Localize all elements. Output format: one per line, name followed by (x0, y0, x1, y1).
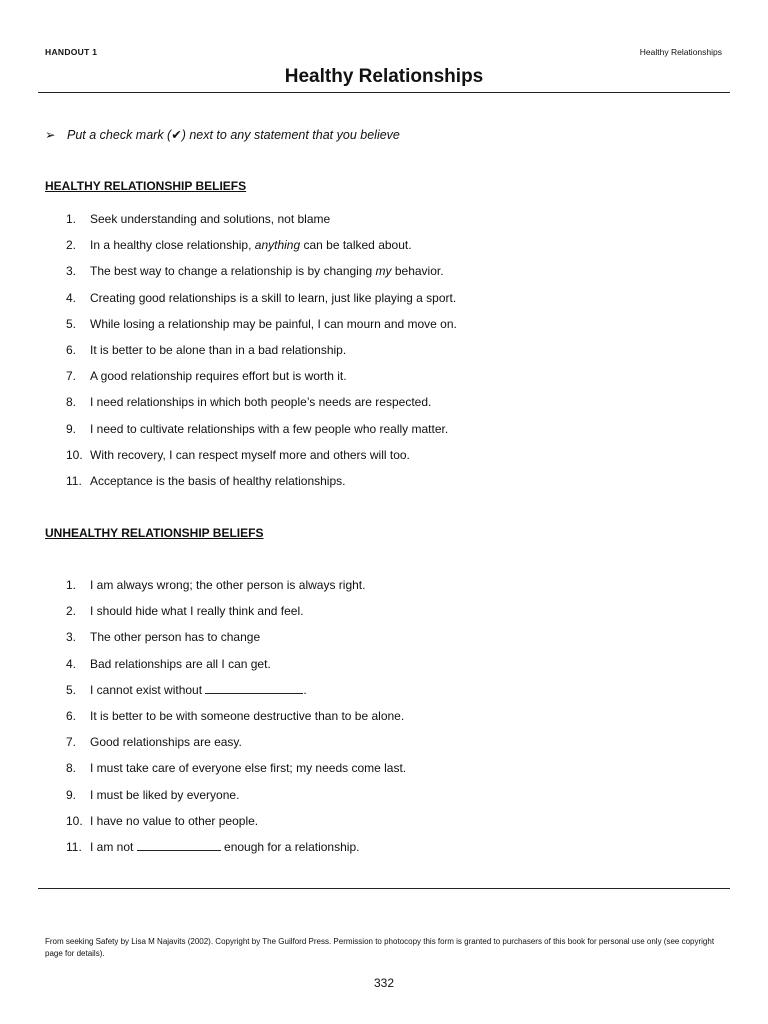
item-number: 2. (66, 238, 77, 253)
item-text: Acceptance is the basis of healthy relationships. (90, 473, 346, 488)
copyright-note: From seeking Safety by Lisa M Najavits (2002). Copyright by The Guilford Press. Permission to photocopy this form is granted to purchasers of this book for personal use only (see copyright page for details). (45, 937, 715, 958)
list-item (66, 447, 457, 473)
item-text: I am not (90, 839, 137, 854)
item-number: 4. (66, 290, 77, 305)
list-item (66, 813, 406, 839)
handout-label: HANDOUT 1 (45, 47, 98, 57)
list-item (66, 656, 406, 682)
list-item (66, 682, 406, 708)
healthy-beliefs-heading: HEALTHY RELATIONSHIP BELIEFS (45, 179, 247, 193)
item-text-end: enough for a relationship. (220, 839, 360, 854)
item-number: 7. (66, 369, 77, 384)
item-number: 5. (66, 682, 77, 697)
item-text: I must be liked by everyone. (90, 787, 240, 802)
list-item (66, 211, 457, 237)
item-text: I cannot exist without (90, 682, 206, 697)
item-text-end: behavior. (391, 264, 444, 279)
item-number: 9. (66, 787, 77, 802)
item-text: The other person has to change (90, 630, 261, 645)
item-text: I have no value to other people. (90, 813, 259, 828)
item-number: 3. (66, 264, 77, 279)
item-text: In a healthy close relationship, (90, 238, 255, 253)
item-number: 11. (66, 473, 82, 488)
list-item (66, 394, 457, 420)
list-item (66, 708, 406, 734)
list-item (66, 316, 457, 342)
list-item (66, 577, 406, 603)
item-number: 7. (66, 735, 77, 750)
item-text: With recovery, I can respect myself more and others will too. (90, 447, 410, 462)
item-number: 6. (66, 342, 77, 357)
unhealthy-beliefs-list (66, 577, 406, 865)
list-item (66, 734, 406, 760)
item-text: The best way to change a relationship is by changing (90, 264, 376, 279)
footer-divider (38, 888, 730, 889)
list-item (66, 290, 457, 316)
item-text: Bad relationships are all I can get. (90, 656, 271, 671)
fill-in-blank (205, 682, 303, 694)
item-text: I need to cultivate relationships with a few people who really matter. (90, 421, 449, 436)
item-emphasis: anything (254, 238, 301, 253)
list-item (66, 473, 457, 499)
list-item (66, 342, 457, 368)
item-number: 6. (66, 708, 77, 723)
fill-in-blank (137, 839, 221, 851)
list-item (66, 787, 406, 813)
item-number: 1. (66, 212, 77, 226)
item-number: 1. (66, 578, 77, 592)
list-item (66, 839, 406, 865)
item-number: 11. (66, 839, 82, 854)
item-number: 4. (66, 656, 77, 671)
item-text: Good relationships are easy. (90, 735, 242, 750)
item-text-end: . (303, 682, 307, 697)
healthy-beliefs-list (66, 211, 457, 499)
list-item (66, 629, 406, 655)
item-number: 2. (66, 604, 77, 619)
instruction (45, 127, 400, 142)
item-text: Seek understanding and solutions, not blame (90, 212, 331, 226)
title-divider (38, 92, 730, 93)
instruction-text-start: Put a check mark ( (67, 128, 172, 142)
item-emphasis: my (375, 264, 392, 279)
item-number: 10. (66, 813, 83, 828)
item-text: Creating good relationships is a skill to learn, just like playing a sport. (90, 290, 457, 305)
item-text: It is better to be alone than in a bad relationship. (90, 342, 347, 357)
list-item (66, 760, 406, 786)
item-number: 3. (66, 630, 77, 645)
list-item (66, 237, 457, 263)
list-item (66, 421, 457, 447)
arrow-bullet-icon: ➢ (45, 128, 56, 142)
unhealthy-beliefs-heading: UNHEALTHY RELATIONSHIP BELIEFS (45, 526, 264, 540)
item-text: I am always wrong; the other person is always right. (90, 578, 366, 592)
list-item (66, 603, 406, 629)
item-text: A good relationship requires effort but is worth it. (90, 369, 347, 384)
item-number: 9. (66, 421, 77, 436)
item-text: I should hide what I really think and feel. (90, 604, 304, 619)
instruction-text-end: ) next to any statement that you believe (181, 128, 400, 142)
item-number: 5. (66, 316, 77, 331)
item-number: 8. (66, 395, 77, 410)
page-number: 332 (373, 976, 395, 990)
page-title: Healthy Relationships (284, 66, 484, 87)
item-number: 10. (66, 447, 83, 462)
check-mark-icon: ✔ (171, 128, 182, 142)
list-item (66, 368, 457, 394)
item-text: I must take care of everyone else first; my needs come last. (90, 761, 407, 776)
item-text: While losing a relationship may be painful, I can mourn and move on. (90, 316, 457, 331)
item-text-end: can be talked about. (300, 238, 412, 253)
item-text: I need relationships in which both people’s needs are respected. (90, 395, 432, 410)
item-number: 8. (66, 761, 77, 776)
list-item (66, 263, 457, 289)
running-title: Healthy Relationships (639, 47, 722, 57)
item-text: It is better to be with someone destructive than to be alone. (90, 708, 405, 723)
